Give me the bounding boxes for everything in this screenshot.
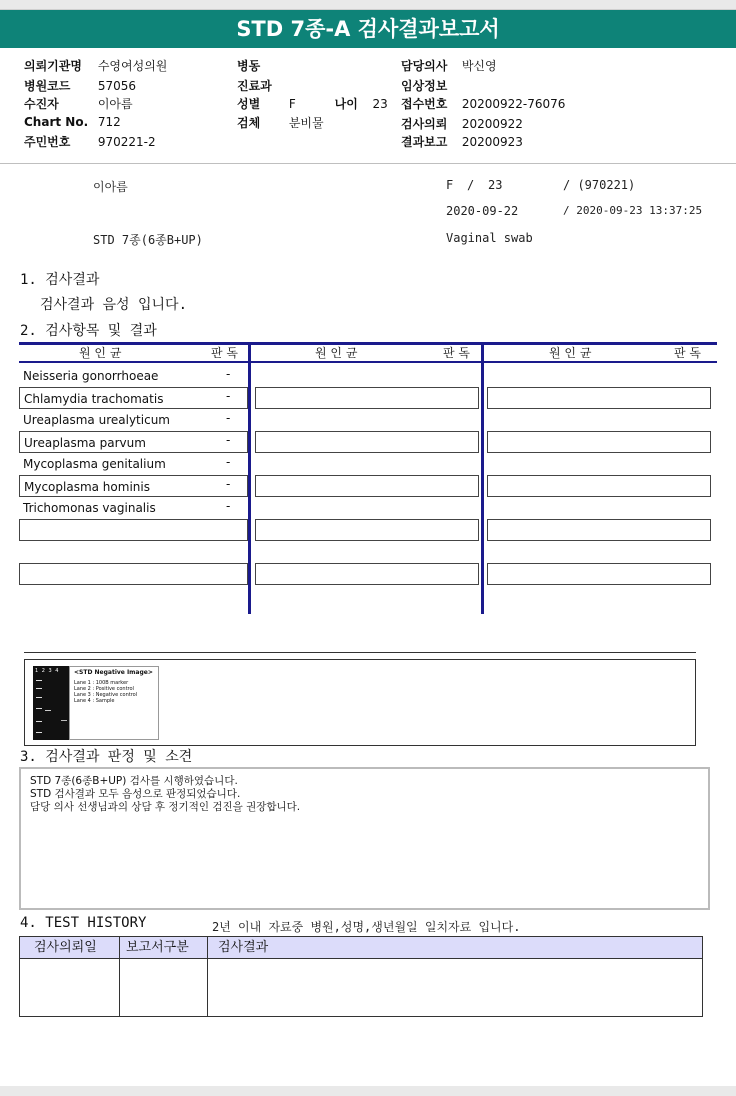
receipt-value: 20200922-76076 bbox=[461, 97, 566, 111]
gel-legend-lane3: Lane 3 : Negative control bbox=[74, 692, 138, 698]
opinion-line-1: STD 7종(6종B+UP) 검사를 시행하였습니다. bbox=[30, 775, 238, 787]
receipt-label: 접수번호 bbox=[401, 97, 448, 111]
section2-title: 2. 검사항목 및 결과 bbox=[20, 323, 157, 339]
summary-name: 이아름 bbox=[93, 180, 128, 194]
institution-value: 수영여성의원 bbox=[97, 59, 168, 73]
table-row-empty bbox=[487, 519, 711, 541]
receipt-row bbox=[401, 95, 565, 112]
section4-title: 4. TEST HISTORY bbox=[20, 915, 147, 931]
col-result-2: 판 독 bbox=[443, 346, 470, 360]
col-organism-2: 원 인 균 bbox=[315, 346, 358, 360]
image-section-divider bbox=[24, 652, 696, 653]
col-result-3: 판 독 bbox=[674, 346, 701, 360]
table-row bbox=[19, 387, 248, 409]
dept-row bbox=[237, 77, 289, 94]
gel-legend-title: <STD Negative Image> bbox=[74, 669, 153, 676]
organism-result: - bbox=[226, 455, 231, 469]
gel-image-box bbox=[24, 659, 696, 746]
bottom-strip bbox=[0, 1086, 736, 1096]
organism-result: - bbox=[226, 477, 231, 491]
gel-legend-lane2: Lane 2 : Positive control bbox=[74, 686, 134, 692]
table-row-empty bbox=[255, 387, 479, 409]
summary-date2: / 2020-09-23 13:37:25 bbox=[563, 204, 703, 217]
report-label: 결과보고 bbox=[401, 135, 448, 149]
resident-value: 970221-2 bbox=[97, 135, 156, 149]
table-row bbox=[19, 409, 248, 431]
opinion-line-2: STD 검사결과 모두 음성으로 판정되었습니다. bbox=[30, 788, 241, 800]
table-header-line bbox=[19, 361, 717, 363]
organism-name: Chlamydia trachomatis bbox=[24, 392, 164, 406]
request-label: 검사의뢰 bbox=[401, 117, 448, 131]
organism-result: - bbox=[226, 367, 231, 381]
organism-name: Neisseria gonorrhoeae bbox=[23, 369, 159, 383]
specimen-value: 분비물 bbox=[288, 116, 324, 130]
history-col-report-type: 보고서구분 bbox=[126, 940, 189, 955]
patient-label: 수진자 bbox=[24, 97, 59, 111]
table-row bbox=[19, 365, 248, 387]
chart-value: 712 bbox=[97, 115, 121, 129]
gel-electrophoresis-image bbox=[33, 666, 69, 740]
table-row-empty bbox=[255, 431, 479, 453]
summary-specimen: Vaginal swab bbox=[446, 231, 533, 245]
table-row-empty bbox=[255, 475, 479, 497]
patient-row bbox=[24, 95, 133, 112]
table-row-empty bbox=[255, 563, 479, 585]
organism-name: Ureaplasma parvum bbox=[24, 436, 146, 450]
hospital-code-label: 병원코드 bbox=[24, 79, 71, 93]
history-header-row bbox=[20, 937, 702, 959]
request-value: 20200922 bbox=[461, 117, 523, 131]
gel-legend-lane4: Lane 4 : Sample bbox=[74, 698, 115, 704]
clinical-row bbox=[401, 77, 462, 94]
report-value: 20200923 bbox=[461, 135, 523, 149]
opinion-line-3: 담당 의사 선생님과의 상담 후 정기적인 검진을 권장합니다. bbox=[30, 801, 301, 813]
summary-sex: F bbox=[446, 178, 454, 192]
institution-label: 의뢰기관명 bbox=[24, 59, 82, 73]
table-col-divider-1 bbox=[248, 342, 251, 614]
section1-result: 검사결과 음성 입니다. bbox=[40, 297, 188, 313]
report-title: STD 7종-A 검사결과보고서 bbox=[0, 10, 736, 48]
summary-date1: 2020-09-22 bbox=[446, 204, 519, 218]
sex-label: 성별 bbox=[237, 97, 261, 111]
table-row bbox=[19, 475, 248, 497]
institution-row bbox=[24, 57, 167, 74]
report-row bbox=[401, 133, 523, 150]
table-row-empty bbox=[487, 563, 711, 585]
opinion-box bbox=[19, 767, 710, 910]
top-strip bbox=[0, 0, 736, 10]
header-divider bbox=[0, 163, 736, 164]
sex-age-row bbox=[237, 95, 388, 112]
table-row-empty bbox=[255, 519, 479, 541]
summary-age: 23 bbox=[488, 178, 503, 192]
organism-result: - bbox=[226, 411, 231, 425]
hospital-code-value: 57056 bbox=[97, 79, 137, 93]
table-row-empty bbox=[19, 519, 248, 541]
patient-value: 이아름 bbox=[97, 97, 133, 111]
age-value: 23 bbox=[372, 97, 388, 111]
history-col-result: 검사결과 bbox=[218, 940, 269, 955]
organism-name: Mycoplasma genitalium bbox=[23, 457, 166, 471]
table-row-empty bbox=[487, 431, 711, 453]
history-divider-1 bbox=[119, 937, 120, 1016]
gel-legend bbox=[69, 666, 159, 740]
summary-birth: / (970221) bbox=[563, 178, 636, 192]
chart-label: Chart No. bbox=[24, 115, 89, 129]
table-row bbox=[19, 453, 248, 475]
request-row bbox=[401, 115, 523, 132]
doctor-value: 박신영 bbox=[461, 59, 497, 73]
history-table bbox=[19, 936, 703, 1017]
section4-note: 2년 이내 자료중 병원,성명,생년월일 일치자료 입니다. bbox=[212, 920, 521, 934]
summary-test: STD 7종(6종B+UP) bbox=[93, 233, 203, 247]
organism-name: Trichomonas vaginalis bbox=[23, 501, 156, 515]
ward-label: 병동 bbox=[237, 59, 261, 73]
col-organism-3: 원 인 균 bbox=[549, 346, 592, 360]
hospital-code-row bbox=[24, 77, 136, 94]
results-table bbox=[19, 342, 717, 614]
table-top-line bbox=[19, 342, 717, 345]
organism-result: - bbox=[226, 389, 231, 403]
specimen-row bbox=[237, 114, 324, 131]
organism-result: - bbox=[226, 499, 231, 513]
organism-result: - bbox=[226, 433, 231, 447]
table-row bbox=[19, 497, 248, 519]
ward-row bbox=[237, 57, 289, 74]
doctor-label: 담당의사 bbox=[401, 59, 448, 73]
chart-row bbox=[24, 115, 121, 129]
section1-title: 1. 검사결과 bbox=[20, 272, 100, 288]
age-label: 나이 bbox=[334, 97, 358, 111]
clinical-label: 임상정보 bbox=[401, 79, 448, 93]
gel-lane-numbers: 1 2 3 4 bbox=[35, 668, 60, 674]
organism-name: Mycoplasma hominis bbox=[24, 480, 150, 494]
history-col-request-date: 검사의뢰일 bbox=[34, 940, 97, 955]
resident-label: 주민번호 bbox=[24, 135, 71, 149]
table-row-empty bbox=[487, 387, 711, 409]
table-row bbox=[19, 431, 248, 453]
table-col-divider-2 bbox=[481, 342, 484, 614]
specimen-label: 검체 bbox=[237, 116, 261, 130]
table-row-empty bbox=[487, 475, 711, 497]
section3-title: 3. 검사결과 판정 및 소견 bbox=[20, 749, 193, 765]
summary-slash: / bbox=[467, 178, 475, 192]
col-organism-1: 원 인 균 bbox=[79, 346, 122, 360]
organism-name: Ureaplasma urealyticum bbox=[23, 413, 170, 427]
history-divider-2 bbox=[207, 937, 208, 1016]
table-row-empty bbox=[19, 563, 248, 585]
sex-value: F bbox=[288, 97, 296, 111]
dept-label: 진료과 bbox=[237, 79, 272, 93]
gel-legend-lane1: Lane 1 : 100B marker bbox=[74, 680, 129, 686]
doctor-row bbox=[401, 57, 497, 74]
resident-row bbox=[24, 133, 156, 150]
col-result-1: 판 독 bbox=[211, 346, 238, 360]
